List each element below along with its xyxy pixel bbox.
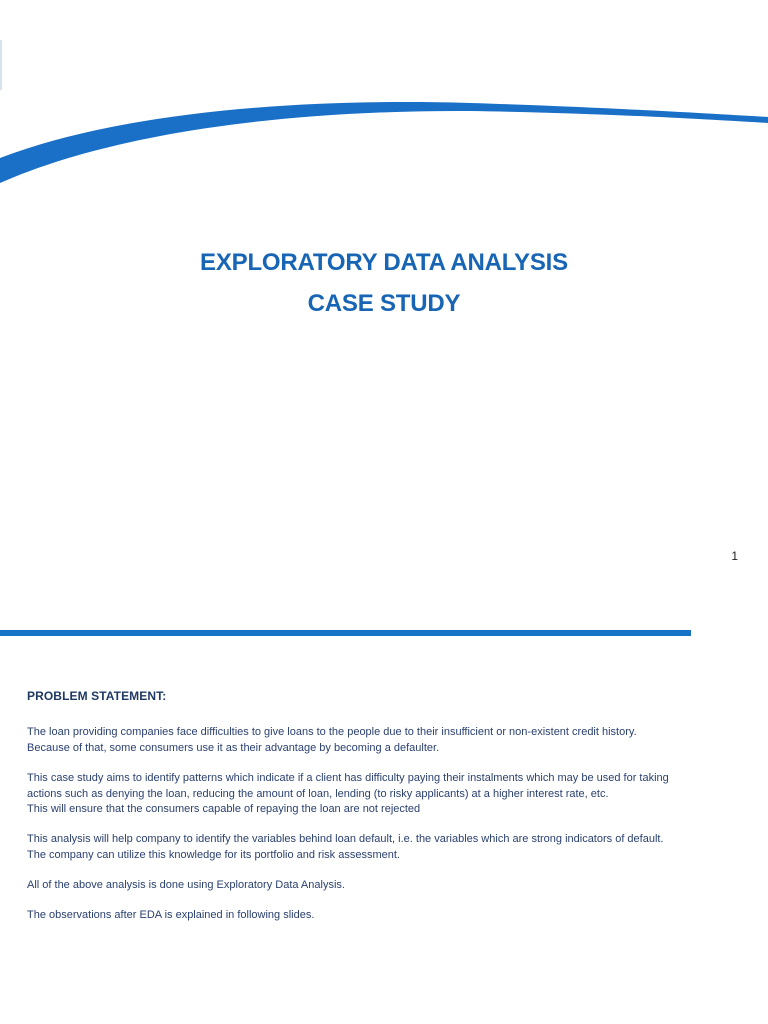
paragraph-credit-history [27, 725, 747, 756]
paragraph-line: The loan providing companies face difficulties to give loans to the people due to their insufficient or non-existent credit history. [27, 726, 637, 738]
paragraph-case-study-aim [27, 771, 747, 818]
slide-divider-bar [0, 630, 691, 636]
paragraph-line: This analysis will help company to identify the variables behind loan default, i.e. the variables which are strong indicators of default. [27, 833, 664, 845]
paragraph-analysis-purpose [27, 832, 747, 863]
paragraph-line: The observations after EDA is explained in following slides. [27, 909, 315, 921]
paragraph-line: The company can utilize this knowledge for its portfolio and risk assessment. [27, 848, 400, 861]
paragraph-line: All of the above analysis is done using Exploratory Data Analysis. [27, 879, 345, 891]
slide-title-line-2: CASE STUDY [307, 290, 461, 317]
paragraph-observations [27, 908, 747, 924]
paragraph-eda-method [27, 878, 747, 894]
swoosh-left-edge [0, 40, 2, 90]
slide-title-line-1: EXPLORATORY DATA ANALYSIS [200, 249, 568, 276]
paragraph-line: Because of that, some consumers use it as their advantage by becoming a defaulter. [27, 741, 440, 754]
decorative-swoosh [0, 0, 768, 200]
paragraph-line: This will ensure that the consumers capable of repaying the loan are not rejected [27, 803, 421, 815]
problem-statement-slide [0, 640, 768, 1024]
paragraph-line: This case study aims to identify patterns which indicate if a client has difficulty paying their instalments which may be used for taking [27, 772, 669, 784]
paragraph-line: actions such as denying the loan, reducing the amount of loan, lending (to risky applicants) at a higher interest rate, etc. [27, 787, 609, 800]
problem-statement-heading: PROBLEM STATEMENT: [27, 689, 167, 703]
swoosh-shape [0, 102, 768, 183]
page-number: 1 [731, 549, 738, 563]
